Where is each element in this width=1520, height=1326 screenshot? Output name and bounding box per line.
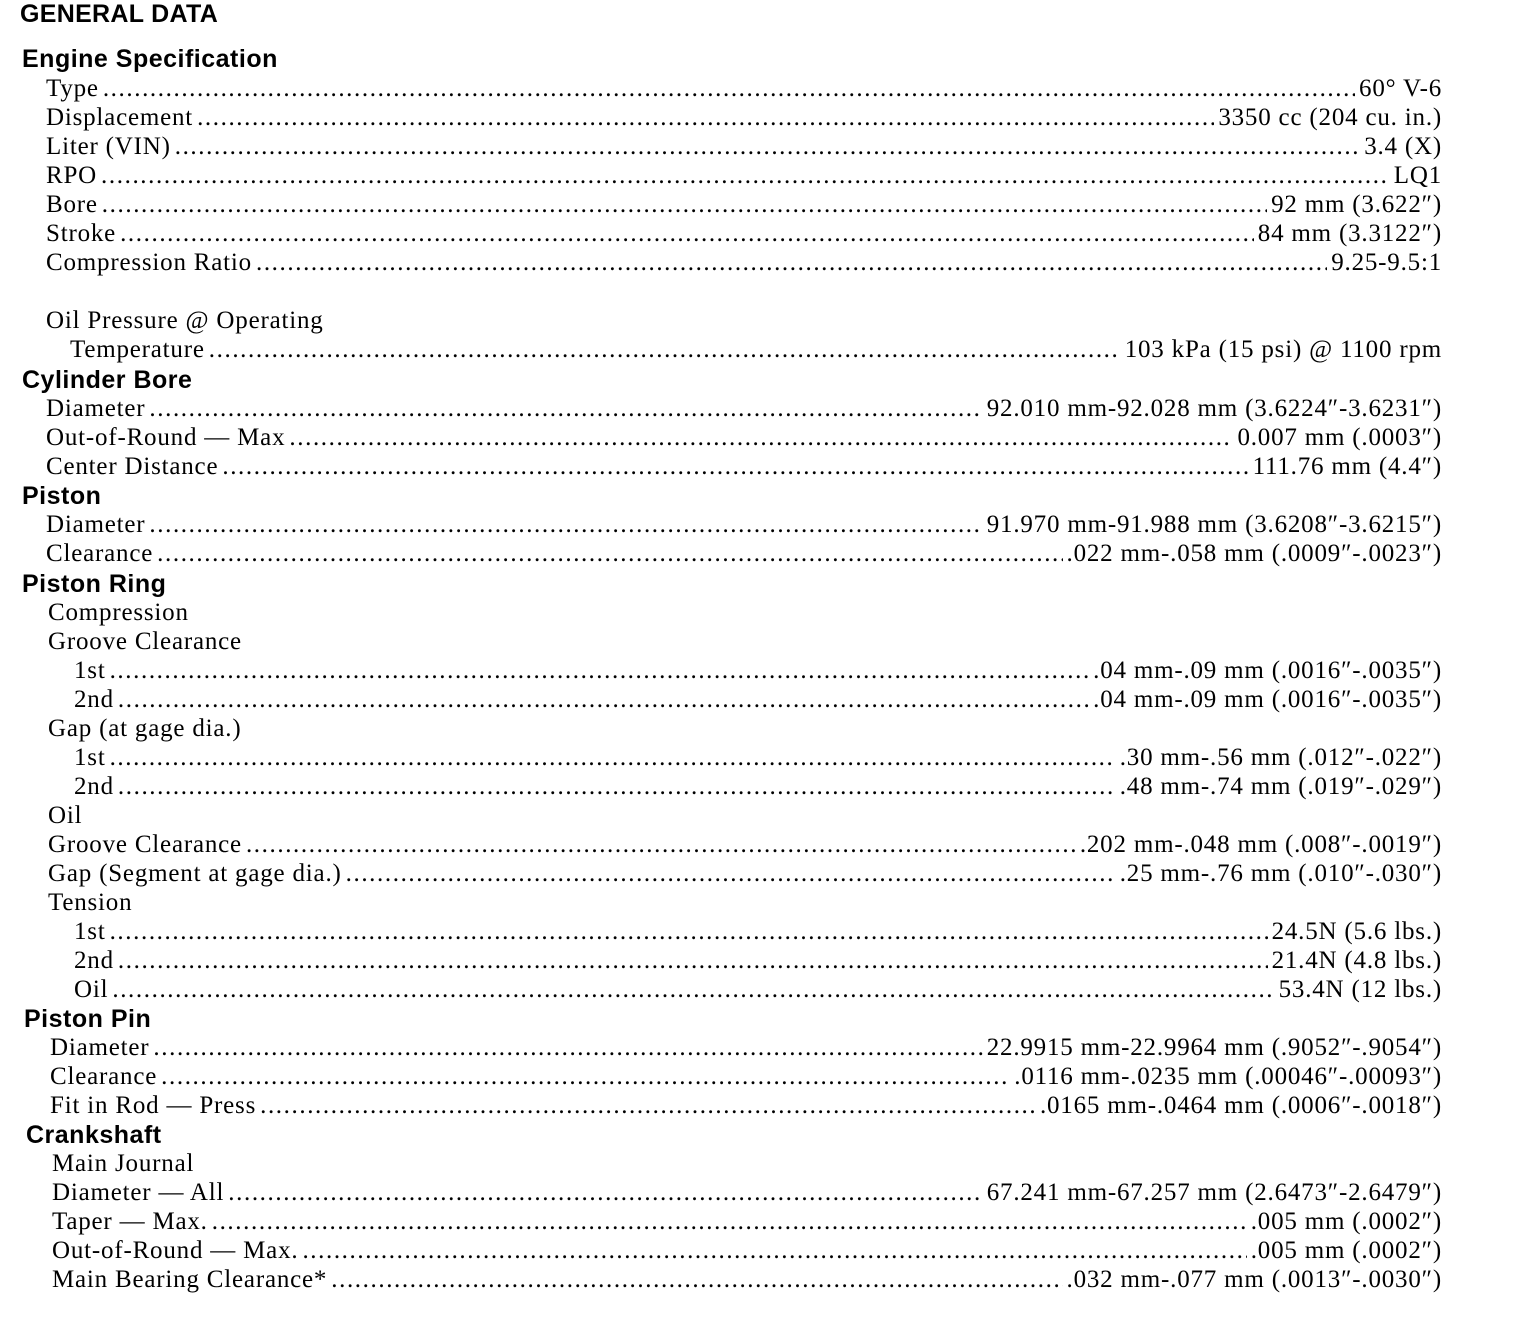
spec-row-groove-1st [74,657,1442,685]
dot-leader [149,511,982,539]
spec-label: 2nd [74,686,114,713]
spec-label: Oil [74,976,109,1003]
spec-row-rpo [46,162,1442,190]
spec-row-groove-2nd [74,686,1442,714]
spec-label: Liter (VIN) [46,133,171,160]
spec-label: Compression Ratio [46,249,252,276]
cylinder-bore-heading: Cylinder Bore [22,366,193,394]
dot-leader [110,657,1090,685]
spec-label-oil: Oil [48,802,83,829]
spec-row-crank-diameter [52,1179,1442,1207]
dot-leader [222,453,1248,481]
page-title: GENERAL DATA [20,0,219,28]
spec-row-compression-ratio [46,249,1442,277]
spec-label: Diameter — All [52,1179,225,1206]
spec-value: 67.241 mm-67.257 mm (2.6473″-2.6479″) [986,1179,1442,1206]
spec-value: 60° V-6 [1359,75,1442,102]
spec-label-main-journal: Main Journal [52,1150,195,1177]
spec-row-pin-clearance [50,1063,1442,1091]
spec-label: Clearance [50,1063,158,1090]
spec-label: Type [46,75,99,102]
spec-value: 103 kPa (15 psi) @ 1100 rpm [1124,336,1442,363]
dot-leader [212,1208,1247,1236]
spec-label: Taper — Max. [52,1208,208,1235]
spec-label: 1st [74,657,106,684]
spec-label: 1st [74,744,106,771]
dot-leader [256,249,1327,277]
spec-label: Out-of-Round — Max. [52,1237,299,1264]
spec-row-tension-2nd [74,947,1442,975]
dot-leader [289,424,1233,452]
spec-label: Out-of-Round — Max [46,424,286,451]
spec-value: 21.4N (4.8 lbs.) [1271,947,1442,974]
crankshaft-heading: Crankshaft [26,1121,162,1149]
spec-label-oil-pressure: Oil Pressure @ Operating [46,307,324,334]
spec-row-stroke [46,220,1442,248]
piston-pin-heading: Piston Pin [24,1005,152,1033]
spec-value: .30 mm-.56 mm (.012″-.022″) [1119,744,1442,771]
dot-leader [331,1266,1062,1294]
dot-leader [103,75,1355,103]
spec-row-oil-groove [48,831,1442,859]
spec-value: 9.25-9.5:1 [1331,249,1442,276]
spec-value: LQ1 [1393,162,1442,189]
dot-leader [260,1092,1036,1120]
spec-label: Displacement [46,104,194,131]
spec-label: Diameter [46,511,146,538]
spec-value: .005 mm (.0002″) [1250,1208,1442,1235]
piston-heading: Piston [22,482,102,510]
dot-leader [157,540,1062,568]
spec-row-center-distance [46,453,1442,481]
spec-label: Gap (Segment at gage dia.) [48,860,342,887]
dot-leader [149,395,982,423]
dot-leader [118,947,1268,975]
spec-value: .04 mm-.09 mm (.0016″-.0035″) [1093,657,1442,684]
dot-leader [161,1063,1010,1091]
spec-value: 53.4N (12 lbs.) [1278,976,1442,1003]
spec-row-piston-diameter [46,511,1442,539]
spec-value: 92.010 mm-92.028 mm (3.6224″-3.6231″) [986,395,1442,422]
spec-label: Clearance [46,540,154,567]
spec-label: Bore [46,191,98,218]
spec-label: 1st [74,918,106,945]
dot-leader [110,918,1268,946]
spec-label: Main Bearing Clearance* [52,1266,328,1293]
spec-label: Stroke [46,220,117,247]
dot-leader [209,336,1121,364]
spec-value: .005 mm (.0002″) [1250,1237,1442,1264]
spec-value: .25 mm-.76 mm (.010″-.030″) [1119,860,1442,887]
dot-leader [118,686,1089,714]
spec-value: 0.007 mm (.0003″) [1237,424,1442,451]
dot-leader [197,104,1214,132]
spec-label: Diameter [50,1034,150,1061]
dot-leader [346,860,1116,888]
spec-row-type [46,75,1442,103]
spec-label-groove-clearance: Groove Clearance [48,628,242,655]
spec-label-gap: Gap (at gage dia.) [48,715,242,742]
spec-row-oil-pressure [70,336,1442,364]
spec-value: .0165 mm-.0464 mm (.0006″-.0018″) [1039,1092,1442,1119]
spec-label: Fit in Rod — Press [50,1092,257,1119]
dot-leader [246,831,1076,859]
spec-label: 2nd [74,773,114,800]
spec-row-displacement [46,104,1442,132]
piston-ring-heading: Piston Ring [22,570,167,598]
dot-leader [302,1237,1246,1265]
spec-value: .032 mm-.077 mm (.0013″-.0030″) [1066,1266,1442,1293]
spec-row-pin-fit [50,1092,1442,1120]
dot-leader [153,1034,982,1062]
spec-value: 3350 cc (204 cu. in.) [1218,104,1442,131]
spec-row-pin-diameter [50,1034,1442,1062]
spec-row-bore-out-of-round [46,424,1442,452]
spec-row-gap-1st [74,744,1442,772]
spec-label-tension: Tension [48,889,133,916]
spec-row-oil-gap [48,860,1442,888]
spec-value: 91.970 mm-91.988 mm (3.6208″-3.6215″) [986,511,1442,538]
spec-label: Temperature [70,336,205,363]
spec-label: Diameter [46,395,146,422]
spec-value: .04 mm-.09 mm (.0016″-.0035″) [1093,686,1442,713]
spec-row-crank-out-of-round [52,1237,1442,1265]
spec-label: 2nd [74,947,114,974]
spec-value: 84 mm (3.3122″) [1257,220,1442,247]
spec-row-liter [46,133,1442,161]
dot-leader [120,220,1254,248]
spec-label: RPO [46,162,98,189]
spec-row-tension-1st [74,918,1442,946]
spec-row-bore-diameter [46,395,1442,423]
spec-value: .0116 mm-.0235 mm (.00046″-.00093″) [1014,1063,1442,1090]
dot-leader [175,133,1360,161]
spec-value: 92 mm (3.622″) [1271,191,1442,218]
spec-row-piston-clearance [46,540,1442,568]
dot-leader [118,773,1116,801]
spec-value: 111.76 mm (4.4″) [1252,453,1442,480]
spec-value: 3.4 (X) [1364,133,1442,160]
spec-value: .022 mm-.058 mm (.0009″-.0023″) [1066,540,1442,567]
spec-value: .48 mm-.74 mm (.019″-.029″) [1119,773,1442,800]
spec-row-crank-taper [52,1208,1442,1236]
dot-leader [110,744,1116,772]
dot-leader [112,976,1274,1004]
dot-leader [102,191,1267,219]
spec-row-tension-oil [74,976,1442,1004]
spec-row-bore [46,191,1442,219]
spec-label: Center Distance [46,453,219,480]
spec-value: 22.9915 mm-22.9964 mm (.9052″-.9054″) [986,1034,1442,1061]
engine-spec-heading: Engine Specification [22,45,278,73]
spec-label-compression: Compression [48,599,189,626]
dot-leader [228,1179,982,1207]
spec-row-gap-2nd [74,773,1442,801]
dot-leader [101,162,1390,190]
spec-value: 24.5N (5.6 lbs.) [1271,918,1442,945]
spec-value: .202 mm-.048 mm (.008″-.0019″) [1079,831,1442,858]
spec-label: Groove Clearance [48,831,242,858]
spec-row-main-bearing-clearance [52,1266,1442,1294]
